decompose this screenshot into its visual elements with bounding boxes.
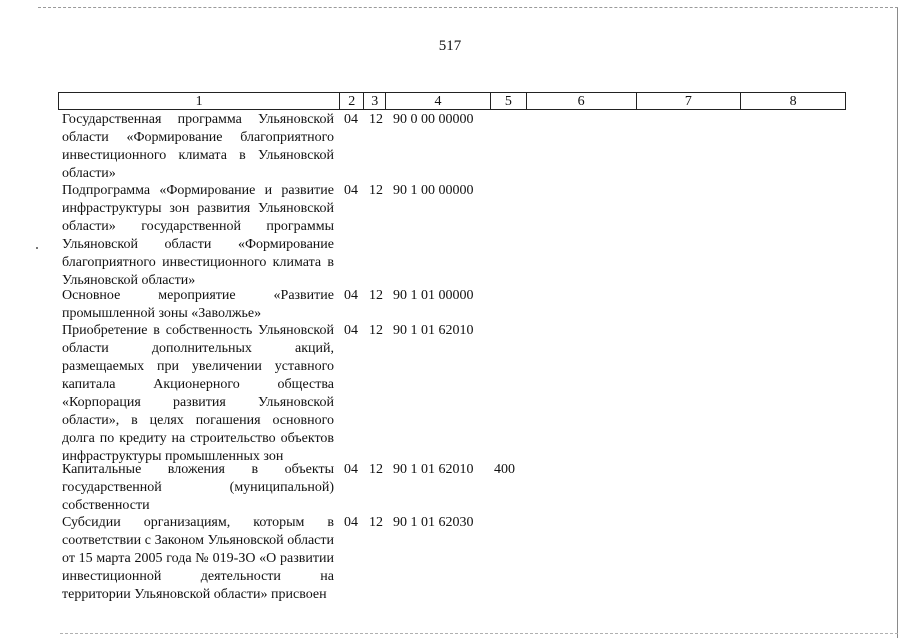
row-subsection: 12 xyxy=(369,462,383,477)
row-subsection: 12 xyxy=(369,515,383,530)
row-subsection: 12 xyxy=(369,183,383,198)
row-name: Приобретение в собственность Ульяновской области дополнительных акций, размещаемых при увеличении уставного капитала Акционерного общества «Корпорация развития Ульяновской области», в целях погашения основного долга по кредиту на строительство объектов инфраструктуры промышленных зон xyxy=(62,323,334,464)
page-top-rule xyxy=(38,7,898,8)
row-section: 04 xyxy=(344,112,358,127)
row-target-article: 90 1 00 00000 xyxy=(393,183,474,198)
page-bottom-rule xyxy=(60,633,898,634)
header-col-1: 1 xyxy=(59,93,340,109)
row-name: Субсидии организациям, которым в соответствии с Законом Ульяновской области от 15 марта 2005 года № 019-ЗО «О развитии инвестиционной деятельности на территории Ульяновской области» присвоен xyxy=(62,515,334,602)
row-subsection: 12 xyxy=(369,323,383,338)
row-name: Капитальные вложения в объекты государственной (муниципальной) собственности xyxy=(62,462,334,513)
row-section: 04 xyxy=(344,288,358,303)
header-col-8: 8 xyxy=(789,94,797,109)
row-target-article: 90 0 00 00000 xyxy=(393,112,474,127)
header-col-2: 2 xyxy=(340,93,364,109)
header-col-5: 5 xyxy=(491,93,527,109)
header-col-4: 4 xyxy=(386,93,491,109)
row-section: 04 xyxy=(344,462,358,477)
row-section: 04 xyxy=(344,323,358,338)
row-section: 04 xyxy=(344,183,358,198)
header-col-3: 3 xyxy=(364,93,386,109)
page-right-edge xyxy=(897,8,898,638)
row-target-article: 90 1 01 00000 xyxy=(393,288,474,303)
row-target-article: 90 1 01 62010 xyxy=(393,462,474,477)
row-expense-type: 400 xyxy=(494,462,515,477)
scan-speck xyxy=(36,247,38,249)
header-col-7: 7 xyxy=(637,93,742,109)
row-subsection: 12 xyxy=(369,288,383,303)
page-number: 517 xyxy=(438,38,462,54)
row-section: 04 xyxy=(344,515,358,530)
table-header-row xyxy=(58,92,846,110)
header-col-6: 6 xyxy=(527,93,637,109)
row-name: Подпрограмма «Формирование и развитие инфраструктуры зон развития Ульяновской области» государственной программы Ульяновской области «Формирование благоприятного инвестиционного климата в Ульяновской области» xyxy=(62,183,334,288)
row-name: Государственная программа Ульяновской области «Формирование благоприятного инвестиционного климата в Ульяновской области» xyxy=(62,112,334,181)
row-name: Основное мероприятие «Развитие промышленной зоны «Заволжье» xyxy=(62,288,334,321)
row-target-article: 90 1 01 62010 xyxy=(393,323,474,338)
row-subsection: 12 xyxy=(369,112,383,127)
row-target-article: 90 1 01 62030 xyxy=(393,515,474,530)
